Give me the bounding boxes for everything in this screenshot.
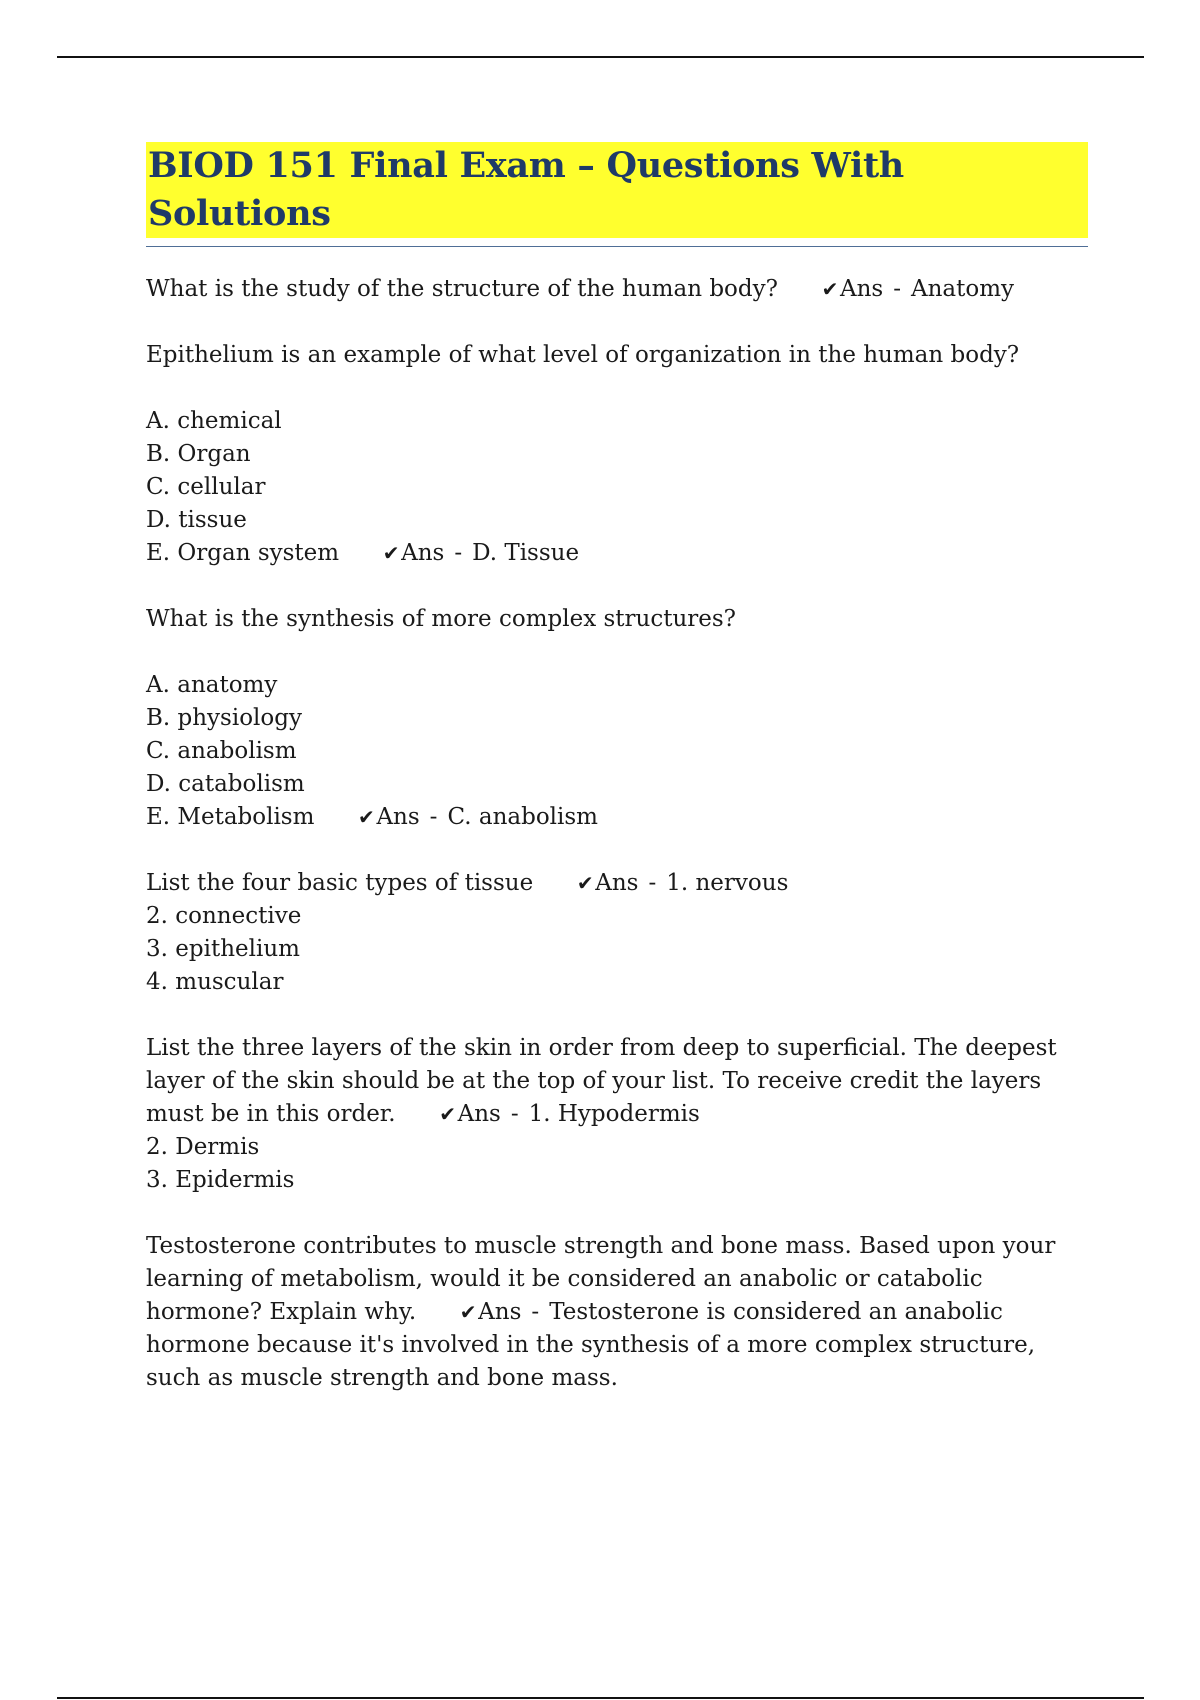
option-d: D. tissue xyxy=(146,507,247,533)
option-b: B. physiology xyxy=(146,705,302,731)
answer-dash: - xyxy=(531,1299,540,1325)
answer-line: such as muscle strength and bone mass. xyxy=(146,1365,618,1391)
answer-line: hormone because it's involved in the synthesis of a more complex structure, xyxy=(146,1332,1036,1358)
question-text-line: layer of the skin should be at the top of your list. To receive credit the layers xyxy=(146,1068,1042,1094)
answer-text: C. anabolism xyxy=(447,804,598,830)
option-d: D. catabolism xyxy=(146,771,305,797)
question-line xyxy=(146,867,1086,900)
option-e-line xyxy=(146,801,1086,834)
answer-text: 1. nervous xyxy=(666,870,789,896)
question-block-5 xyxy=(146,1032,1086,1197)
answer-dash: - xyxy=(429,804,438,830)
question-block-1 xyxy=(146,273,1086,306)
question-block-6 xyxy=(146,1230,1086,1395)
option-e: E. Organ system xyxy=(146,540,340,566)
question-block-3 xyxy=(146,603,1086,834)
answer-prefix: Ans xyxy=(478,1299,522,1325)
answer-prefix: Ans xyxy=(839,276,884,302)
question-text-line: Testosterone contributes to muscle strength and bone mass. Based upon your xyxy=(146,1233,1056,1259)
answer-line: 3. Epidermis xyxy=(146,1167,295,1193)
answer-prefix: Ans xyxy=(595,870,639,896)
question-text-line: List the three layers of the skin in order from deep to superficial. The deepest xyxy=(146,1035,1057,1061)
answer-line: 2. Dermis xyxy=(146,1134,260,1160)
document-title: BIOD 151 Final Exam – Questions With Solutions xyxy=(146,142,1088,238)
question-line xyxy=(146,273,1086,306)
checkmark-icon: ✔ xyxy=(821,277,839,301)
question-line xyxy=(146,1098,1086,1131)
title-underline xyxy=(146,142,1088,247)
answer-line: 3. epithelium xyxy=(146,936,300,962)
question-text: List the four basic types of tissue xyxy=(146,870,534,896)
option-a: A. anatomy xyxy=(146,672,278,698)
answer-dash: - xyxy=(454,540,463,566)
answer-line: 4. muscular xyxy=(146,969,284,995)
answer-text: Testosterone is considered an anabolic xyxy=(549,1299,1003,1325)
footer-rule xyxy=(57,1697,1144,1699)
question-text-line: must be in this order. xyxy=(146,1101,396,1127)
question-block-4 xyxy=(146,867,1086,999)
header-rule xyxy=(57,56,1144,58)
checkmark-icon: ✔ xyxy=(358,805,375,829)
answer-prefix: Ans xyxy=(376,804,420,830)
answer-text: D. Tissue xyxy=(472,540,580,566)
question-block-2 xyxy=(146,339,1086,570)
answer-dash: - xyxy=(648,870,657,896)
checkmark-icon: ✔ xyxy=(459,1300,477,1324)
answer-text: Anatomy xyxy=(910,276,1014,302)
question-text: Epithelium is an example of what level of organization in the human body? xyxy=(146,342,1020,368)
answer-dash: - xyxy=(893,276,901,302)
question-text: What is the synthesis of more complex structures? xyxy=(146,606,737,632)
answer-text: 1. Hypodermis xyxy=(528,1101,700,1127)
question-text: What is the study of the structure of the human body? xyxy=(146,276,778,302)
option-a: A. chemical xyxy=(146,408,282,434)
answer-prefix: Ans xyxy=(457,1101,501,1127)
question-line xyxy=(146,1296,1086,1329)
checkmark-icon: ✔ xyxy=(382,541,400,565)
option-c: C. cellular xyxy=(146,474,266,500)
question-text-line: hormone? Explain why. xyxy=(146,1299,417,1325)
question-text-line: learning of metabolism, would it be considered an anabolic or catabolic xyxy=(146,1266,983,1292)
answer-dash: - xyxy=(510,1101,519,1127)
option-c: C. anabolism xyxy=(146,738,297,764)
checkmark-icon: ✔ xyxy=(439,1102,456,1126)
option-b: B. Organ xyxy=(146,441,251,467)
document-page xyxy=(146,142,1086,1428)
answer-line: 2. connective xyxy=(146,903,302,929)
option-e: E. Metabolism xyxy=(146,804,315,830)
option-e-line xyxy=(146,537,1086,570)
checkmark-icon: ✔ xyxy=(576,871,594,895)
answer-prefix: Ans xyxy=(401,540,445,566)
